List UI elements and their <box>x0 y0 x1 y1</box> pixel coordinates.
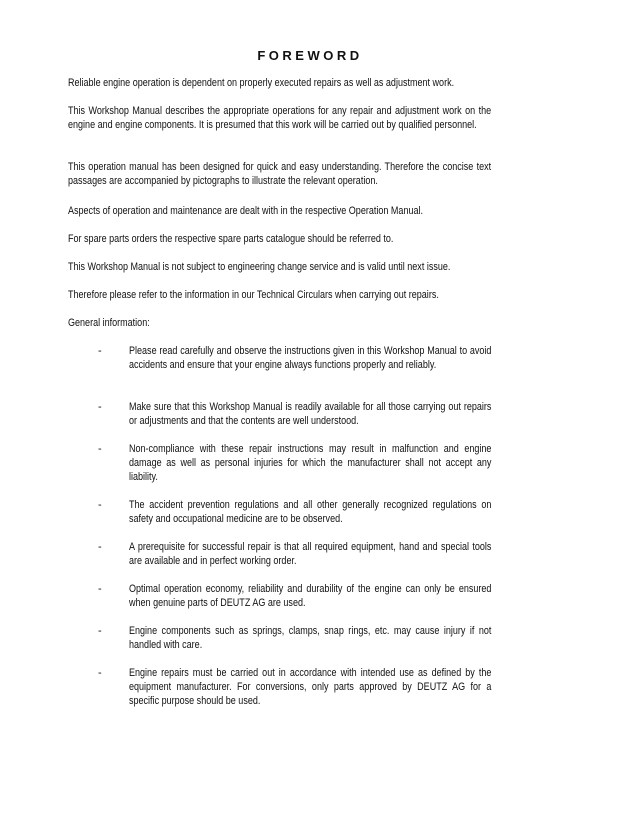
paragraph: Aspects of operation and maintenance are dealt with in the respective Operation Manual. <box>68 205 424 217</box>
bullet-item: Optimal operation economy, reliability and durability of the engine can only be ensured when genuine parts of DEUTZ AG are used. <box>129 583 492 609</box>
bullet-item: Engine repairs must be carried out in accordance with intended use as defined by the equipment manufacturer. For conversions, only parts approved by DEUTZ AG for a specific purpose should be used. <box>129 667 492 707</box>
paragraph: Therefore please refer to the information in our Technical Circulars when carrying out repairs. <box>68 289 439 301</box>
bullet-item: Make sure that this Workshop Manual is readily available for all those carrying out repairs or adjustments and that the contents are well understood. <box>129 401 492 427</box>
bullet-item: Engine components such as springs, clamps, snap rings, etc. may cause injury if not handled with care. <box>129 625 492 651</box>
bullet-marker: - <box>98 667 102 679</box>
paragraph: This Workshop Manual is not subject to engineering change service and is valid until next issue. <box>68 261 451 273</box>
bullet-marker: - <box>98 345 102 357</box>
page-title: FOREWORD <box>257 48 363 63</box>
bullet-marker: - <box>98 541 102 553</box>
bullet-item: A prerequisite for successful repair is that all required equipment, hand and special tools are available and in perfect working order. <box>129 541 492 567</box>
bullet-marker: - <box>98 499 102 511</box>
bullet-marker: - <box>98 401 102 413</box>
paragraph: This operation manual has been designed for quick and easy understanding. Therefore the concise text passages are accompanied by pictographs to illustrate the relevant operation. <box>68 161 492 187</box>
bullet-item: Please read carefully and observe the instructions given in this Workshop Manual to avoid accidents and ensure that your engine always functions properly and reliably. <box>129 345 492 371</box>
bullet-marker: - <box>98 583 102 595</box>
bullet-item: The accident prevention regulations and all other generally recognized regulations on safety and occupational medicine are to be observed. <box>129 499 492 525</box>
paragraph: For spare parts orders the respective spare parts catalogue should be referred to. <box>68 233 394 245</box>
bullet-marker: - <box>98 625 102 637</box>
section-label: General information: <box>68 317 150 329</box>
paragraph: This Workshop Manual describes the appropriate operations for any repair and adjustment work on the engine and engine components. It is presumed that this work will be carried out by qualified personnel. <box>68 105 492 131</box>
bullet-item: Non-compliance with these repair instructions may result in malfunction and engine damage as well as personal injuries for which the manufacturer shall not accept any liability. <box>129 443 492 483</box>
paragraph: Reliable engine operation is dependent on properly executed repairs as well as adjustment work. <box>68 77 455 89</box>
bullet-marker: - <box>98 443 102 455</box>
